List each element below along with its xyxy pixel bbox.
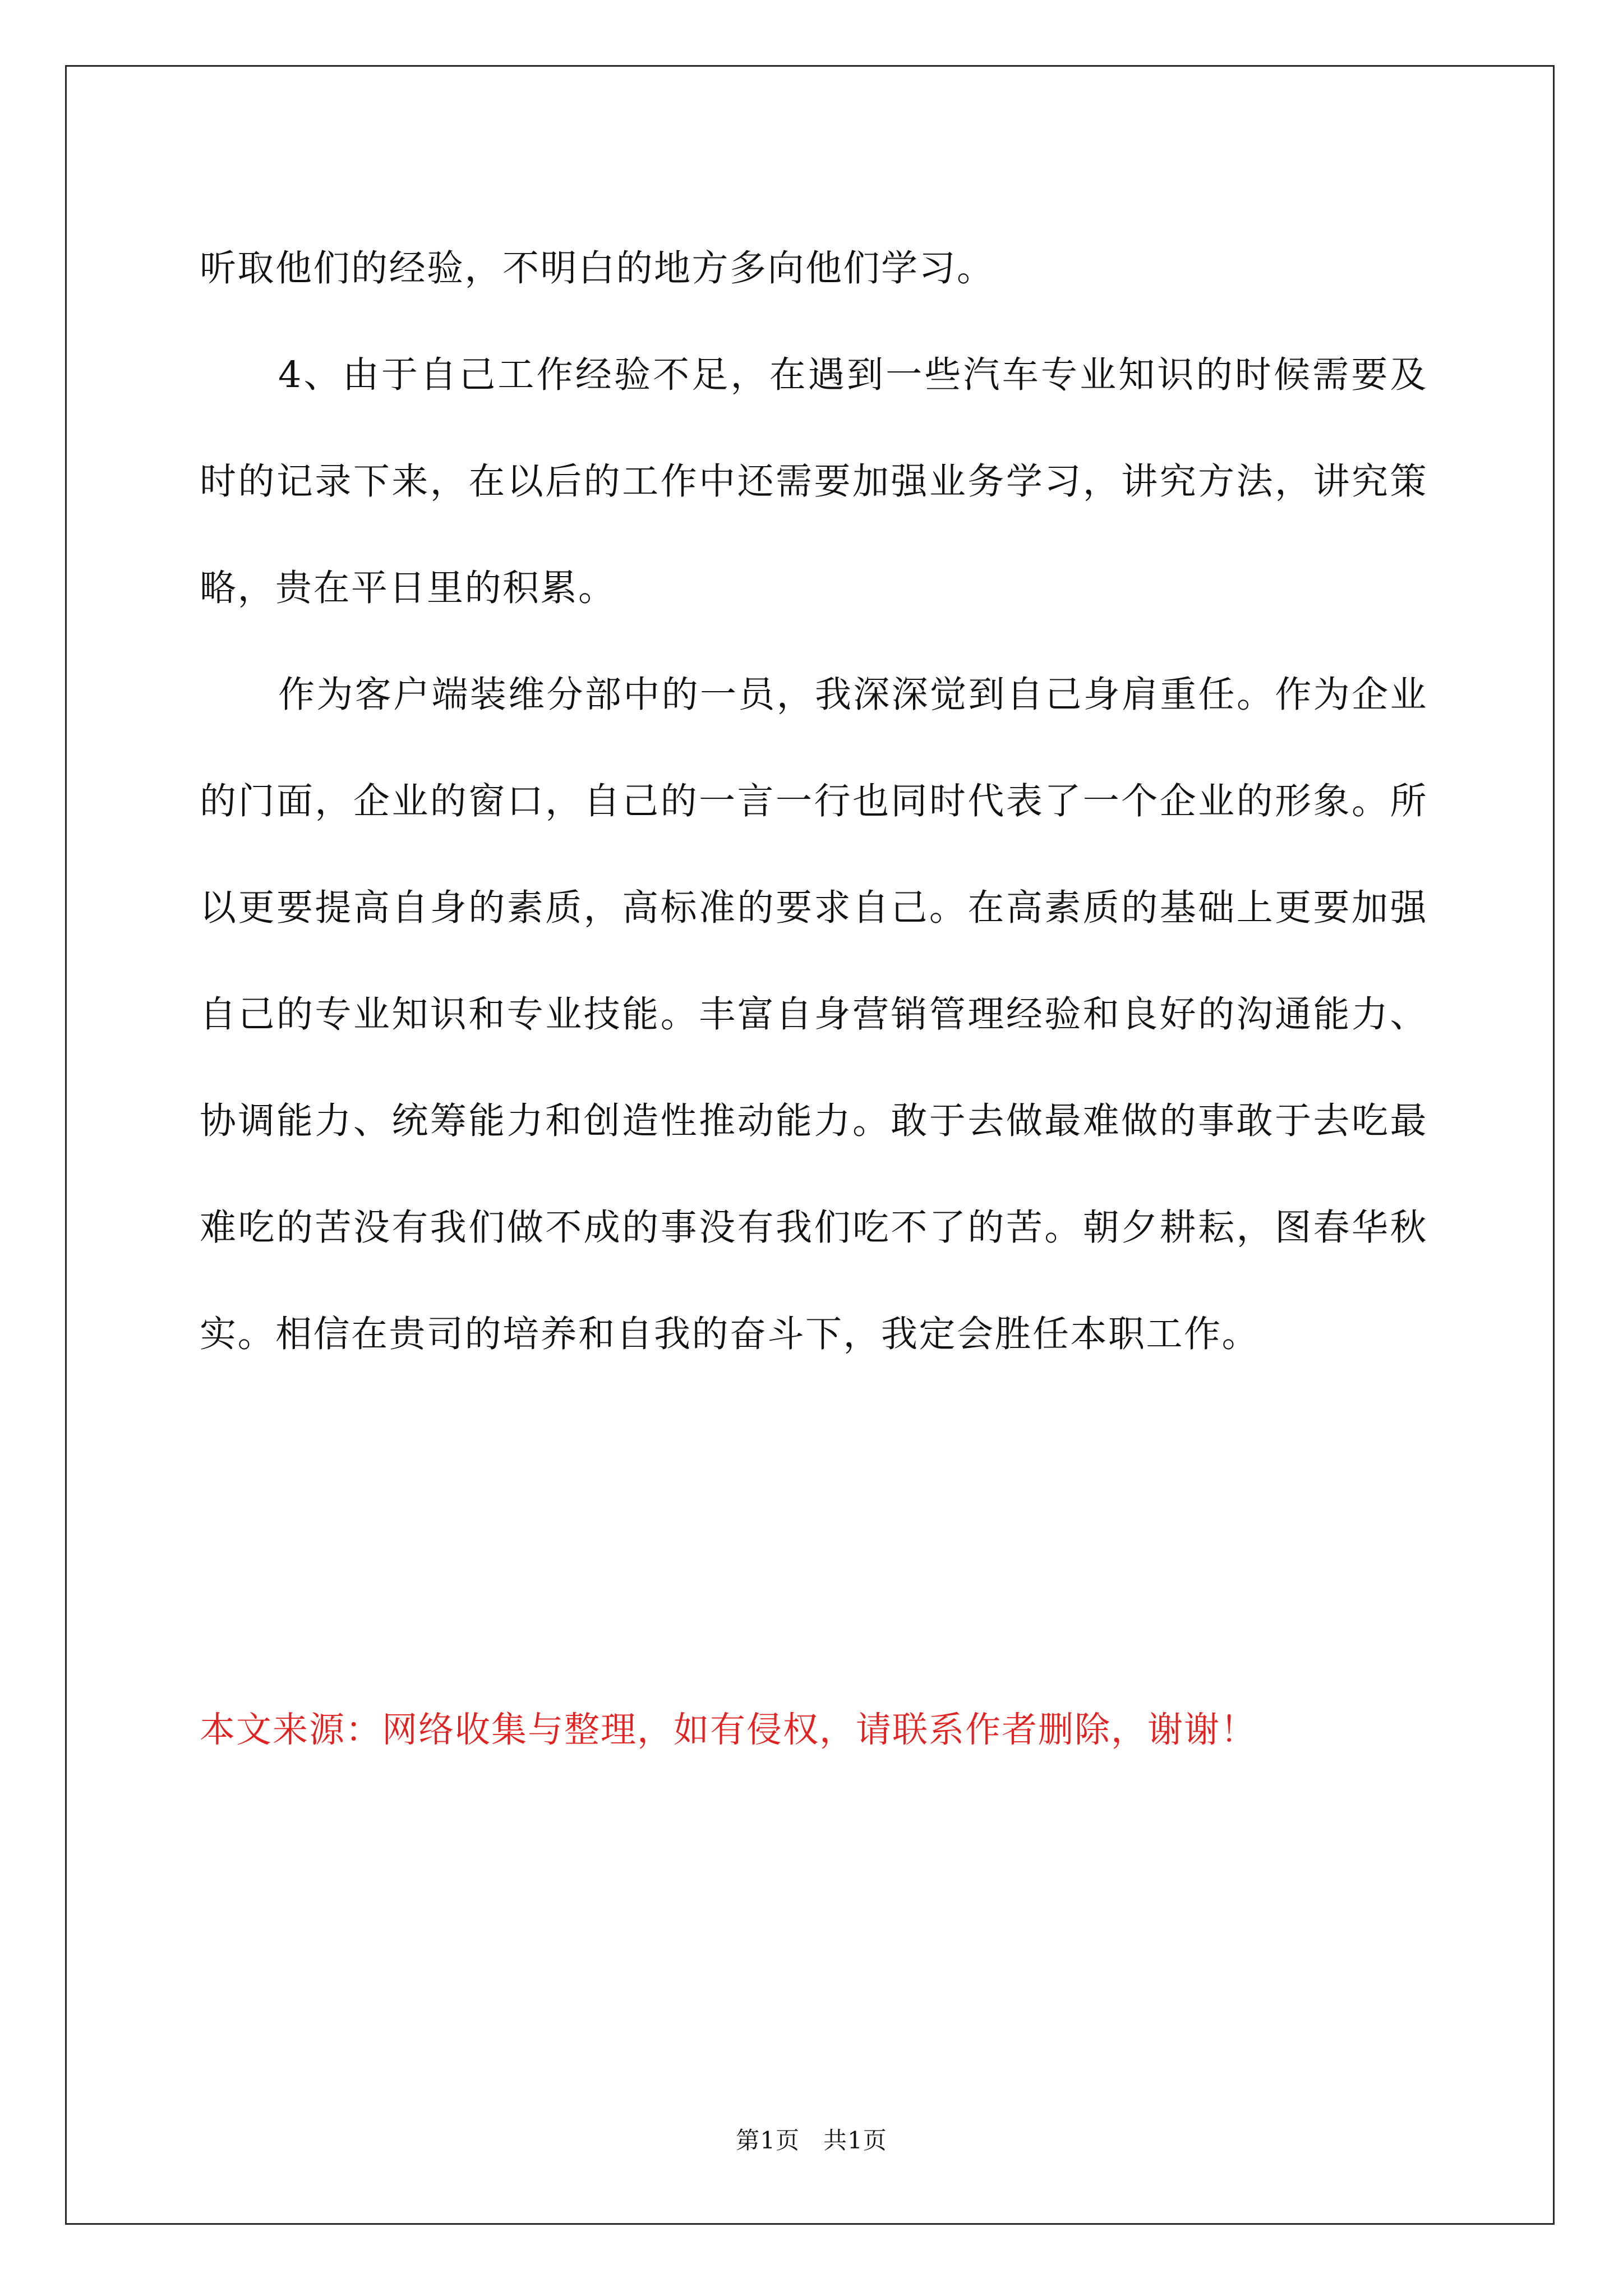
paragraph: 4、由于自己工作经验不足，在遇到一些汽车专业知识的时候需要及时的记录下来，在以后的工作中还需要加强业务学习，讲究方法，讲究策略，贵在平日里的积累。 (200, 354, 1428, 609)
page-footer (0, 2124, 1623, 2157)
paragraph: 作为客户端装维分部中的一员，我深深觉到自己身肩重任。作为企业的门面，企业的窗口，自己的一言一行也同时代表了一个企业的形象。所以更要提高自身的素质，高标准的要求自己。在高素质的基础上更要加强自己的专业知识和专业技能。丰富自身营销管理经验和良好的沟通能力、协调能力、统筹能力和创造性推动能力。敢于去做最难做的事敢于去吃最难吃的苦没有我们做不成的事没有我们吃不了的苦。朝夕耕耘，图春华秋实。相信在贵司的培养和自我的奋斗下，我定会胜任本职工作。 (200, 674, 1428, 1355)
source-disclaimer: 本文来源：网络收集与整理，如有侵权，请联系作者删除，谢谢！ (200, 1709, 1257, 1750)
page-total: 共1页 (823, 2127, 887, 2154)
page-number: 第1页 (736, 2127, 800, 2154)
paragraph: 听取他们的经验，不明白的地方多向他们学习。 (200, 247, 995, 289)
document-body (200, 215, 1428, 1388)
